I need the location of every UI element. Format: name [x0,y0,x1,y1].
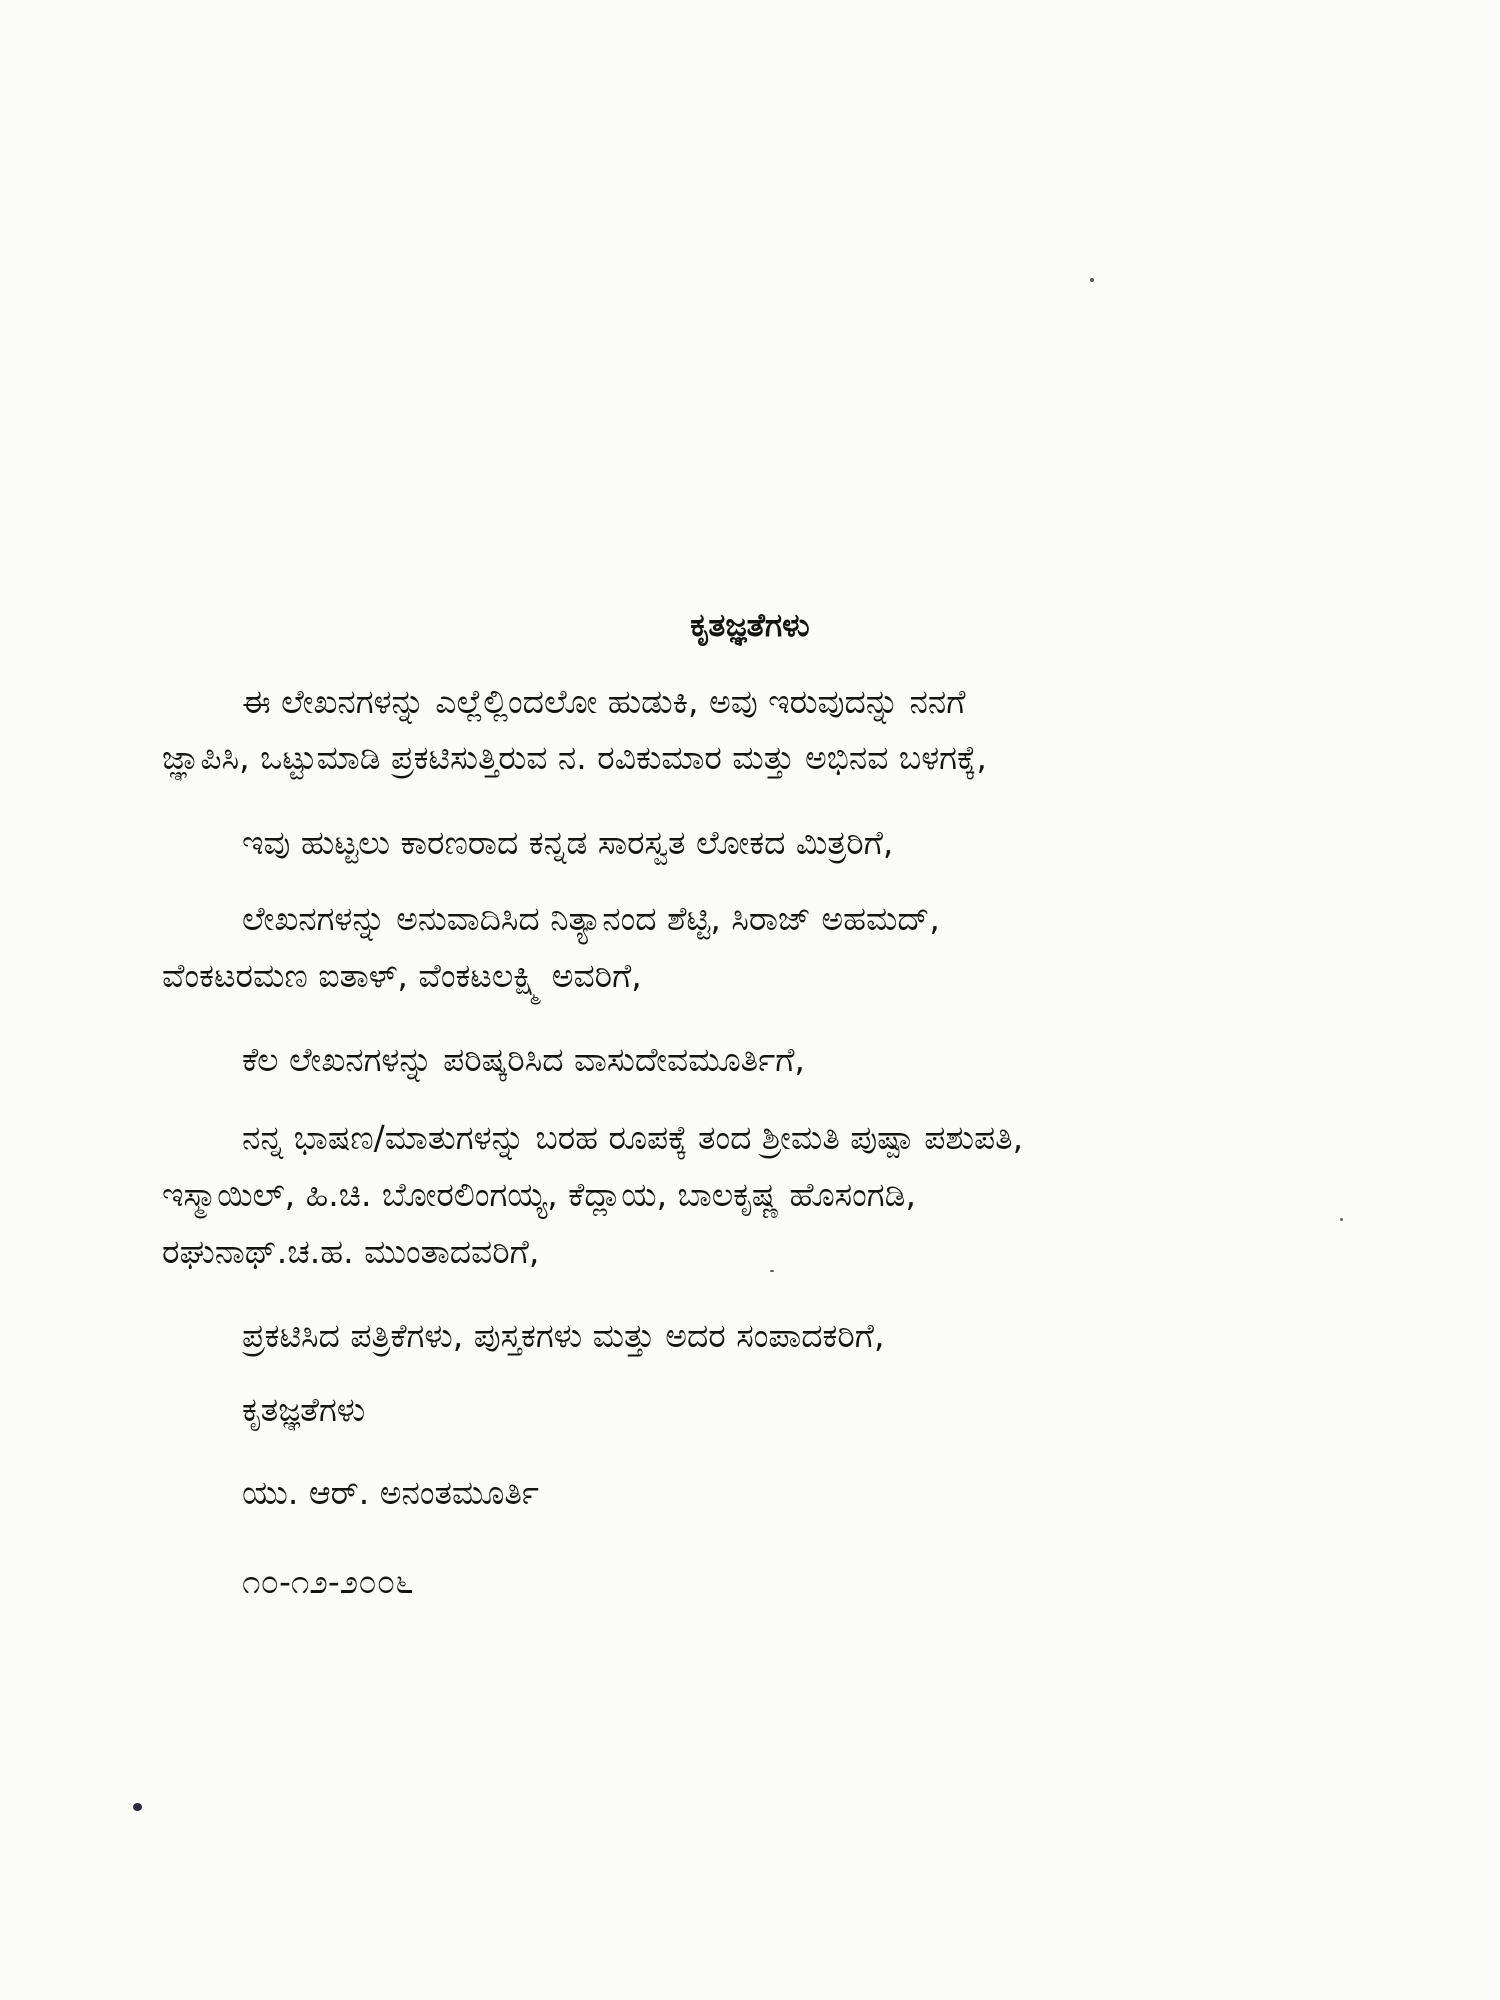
date: ೧೦-೧೨-೨೦೦೬ [242,1562,414,1601]
text-line: ವೆಂಕಟರಮಣ ಐತಾಳ್, ವೆಂಕಟಲಕ್ಷ್ಮಿ ಅವರಿಗೆ, [162,956,642,995]
page-title: ಕೃತಜ್ಞತೆಗಳು [690,606,810,644]
text-line: ನನ್ನ ಭಾಷಣ/ಮಾತುಗಳನ್ನು ಬರಹ ರೂಪಕ್ಕೆ ತಂದ ಶ್ರೀಮತಿ ಪುಷ್ಪಾ ಪಶುಪತಿ, [242,1118,1024,1157]
signature: ಯು. ಆರ್. ಅನಂತಮೂರ್ತಿ [242,1473,539,1512]
text-line: ಈ ಲೇಖನಗಳನ್ನು ಎಲ್ಲೆಲ್ಲಿಂದಲೋ ಹುಡುಕಿ, ಅವು ಇರುವುದನ್ನು ನನಗೆ [242,682,966,721]
ink-speck [1340,1218,1343,1221]
ink-speck [770,1270,774,1272]
text-line: ರಘುನಾಥ್.ಚ.ಹ. ಮುಂತಾದವರಿಗೆ, [162,1232,540,1271]
text-line: ಕೃತಜ್ಞತೆಗಳು [242,1390,366,1429]
text-line: ಕೆಲ ಲೇಖನಗಳನ್ನು ಪರಿಷ್ಕರಿಸಿದ ವಾಸುದೇವಮೂರ್ತಿಗೆ, [242,1040,805,1079]
text-line: ಲೇಖನಗಳನ್ನು ಅನುವಾದಿಸಿದ ನಿತ್ಯಾನಂದ ಶೆಟ್ಟಿ, ಸಿರಾಜ್ ಅಹಮದ್, [242,899,940,938]
text-line: ಪ್ರಕಟಿಸಿದ ಪತ್ರಿಕೆಗಳು, ಪುಸ್ತಕಗಳು ಮತ್ತು ಅದರ ಸಂಪಾದಕರಿಗೆ, [242,1316,885,1355]
text-line: ಜ್ಞಾಪಿಸಿ, ಒಟ್ಟುಮಾಡಿ ಪ್ರಕಟಿಸುತ್ತಿರುವ ನ. ರವಿಕುಮಾರ ಮತ್ತು ಅಭಿನವ ಬಳಗಕ್ಕೆ, [162,738,987,777]
ink-speck [133,1803,142,1811]
text-line: ಇವು ಹುಟ್ಟಲು ಕಾರಣರಾದ ಕನ್ನಡ ಸಾರಸ್ವತ ಲೋಕದ ಮಿತ್ರರಿಗೆ, [242,823,894,862]
ink-speck [1090,278,1094,282]
text-line: ಇಸ್ಮಾಯಿಲ್, ಹಿ.ಚಿ. ಬೋರಲಿಂಗಯ್ಯ, ಕೆದ್ಲಾಯ, ಬಾಲಕೃಷ್ಣ ಹೊಸಂಗಡಿ, [162,1175,916,1214]
